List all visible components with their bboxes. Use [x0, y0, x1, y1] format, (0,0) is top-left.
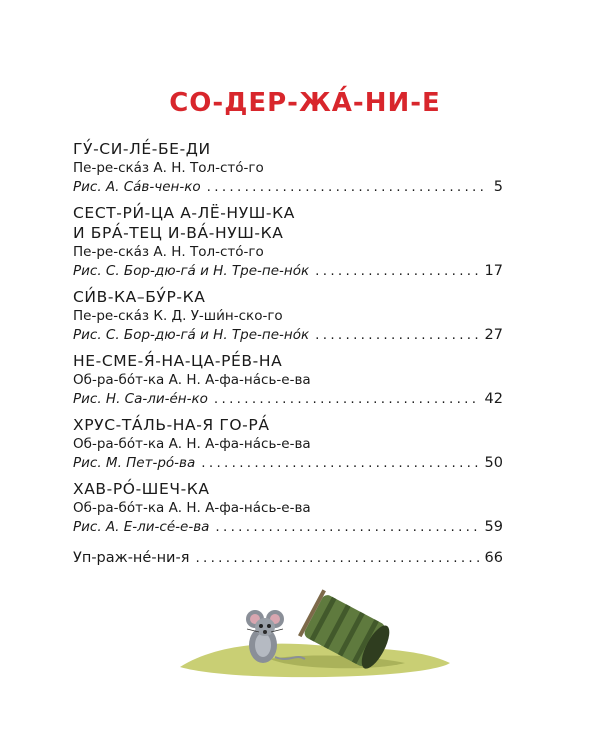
toc-page-number: 27 [484, 327, 503, 343]
toc-title: НЕ-СМЕ-Я́-НА-ЦА-РЕ́В-НА [73, 352, 283, 370]
leader-dots [195, 549, 478, 568]
toc-entry[interactable] [73, 479, 503, 537]
toc-credit-line [73, 454, 503, 473]
leader-dots [215, 518, 478, 537]
page-title: СО-ДЕР-ЖА́-НИ-Е [169, 88, 441, 118]
toc-illustrator: Рис. А. Е-ли-се́-е-ва [73, 519, 210, 535]
toc-title: И БРА́-ТЕЦ И-ВА́-НУШ-КА [73, 224, 284, 242]
table-of-contents [73, 139, 503, 568]
leader-dots [315, 262, 478, 281]
toc-title: СЕСТ-РИ́-ЦА А-ЛЁ-НУШ-КА [73, 204, 295, 222]
toc-page-number: 59 [484, 519, 503, 535]
toc-title: СИ́В-КА–БУ́Р-КА [73, 288, 206, 306]
toc-page-number: 66 [484, 550, 503, 566]
toc-page-number: 17 [484, 263, 503, 279]
toc-exercises-label: Уп-раж-не́-ни-я [73, 550, 190, 566]
toc-page-number: 50 [484, 455, 503, 471]
leader-dots [201, 454, 478, 473]
toc-entry[interactable] [73, 415, 503, 473]
toc-credit-line [73, 518, 503, 537]
toc-entry[interactable] [73, 351, 503, 409]
toc-credit-line [73, 390, 503, 409]
leader-dots [315, 326, 478, 345]
toc-author: Об-ра-бо́т-ка А. Н. А-фа-на́сь-е-ва [73, 500, 311, 516]
toc-illustrator: Рис. С. Бор-дю-га́ и Н. Тре-пе-но́к [73, 263, 310, 279]
toc-page-number: 42 [484, 391, 503, 407]
mouse-bucket-illustration [175, 575, 455, 685]
toc-page-number: 5 [493, 179, 503, 195]
toc-author: Об-ра-бо́т-ка А. Н. А-фа-на́сь-е-ва [73, 372, 311, 388]
toc-illustrator: Рис. Н. Са-ли-е́н-ко [73, 391, 208, 407]
toc-credit-line [73, 326, 503, 345]
toc-author: Об-ра-бо́т-ка А. Н. А-фа-на́сь-е-ва [73, 436, 311, 452]
toc-author: Пе-ре-ска́з А. Н. Тол-сто́-го [73, 244, 264, 260]
leader-dots [214, 390, 479, 409]
toc-credit-line [73, 262, 503, 281]
toc-exercises-entry[interactable] [73, 549, 503, 568]
toc-illustrator: Рис. С. Бор-дю-га́ и Н. Тре-пе-но́к [73, 327, 310, 343]
toc-title: ХРУС-ТА́ЛЬ-НА-Я ГО-РА́ [73, 416, 270, 434]
toc-entry[interactable] [73, 287, 503, 345]
toc-entry[interactable] [73, 203, 503, 281]
toc-title: ХАВ-РО́-ШЕЧ-КА [73, 480, 210, 498]
toc-author: Пе-ре-ска́з К. Д. У-ши́н-ско-го [73, 308, 283, 324]
toc-author: Пе-ре-ска́з А. Н. Тол-сто́-го [73, 160, 264, 176]
toc-entry[interactable] [73, 139, 503, 197]
toc-illustrator: Рис. А. Са́в-чен-ко [73, 179, 201, 195]
leader-dots [207, 178, 488, 197]
toc-illustrator: Рис. М. Пет-ро́-ва [73, 455, 196, 471]
toc-credit-line [73, 178, 503, 197]
toc-title: ГУ́-СИ-ЛЕ́-БЕ-ДИ [73, 140, 211, 158]
